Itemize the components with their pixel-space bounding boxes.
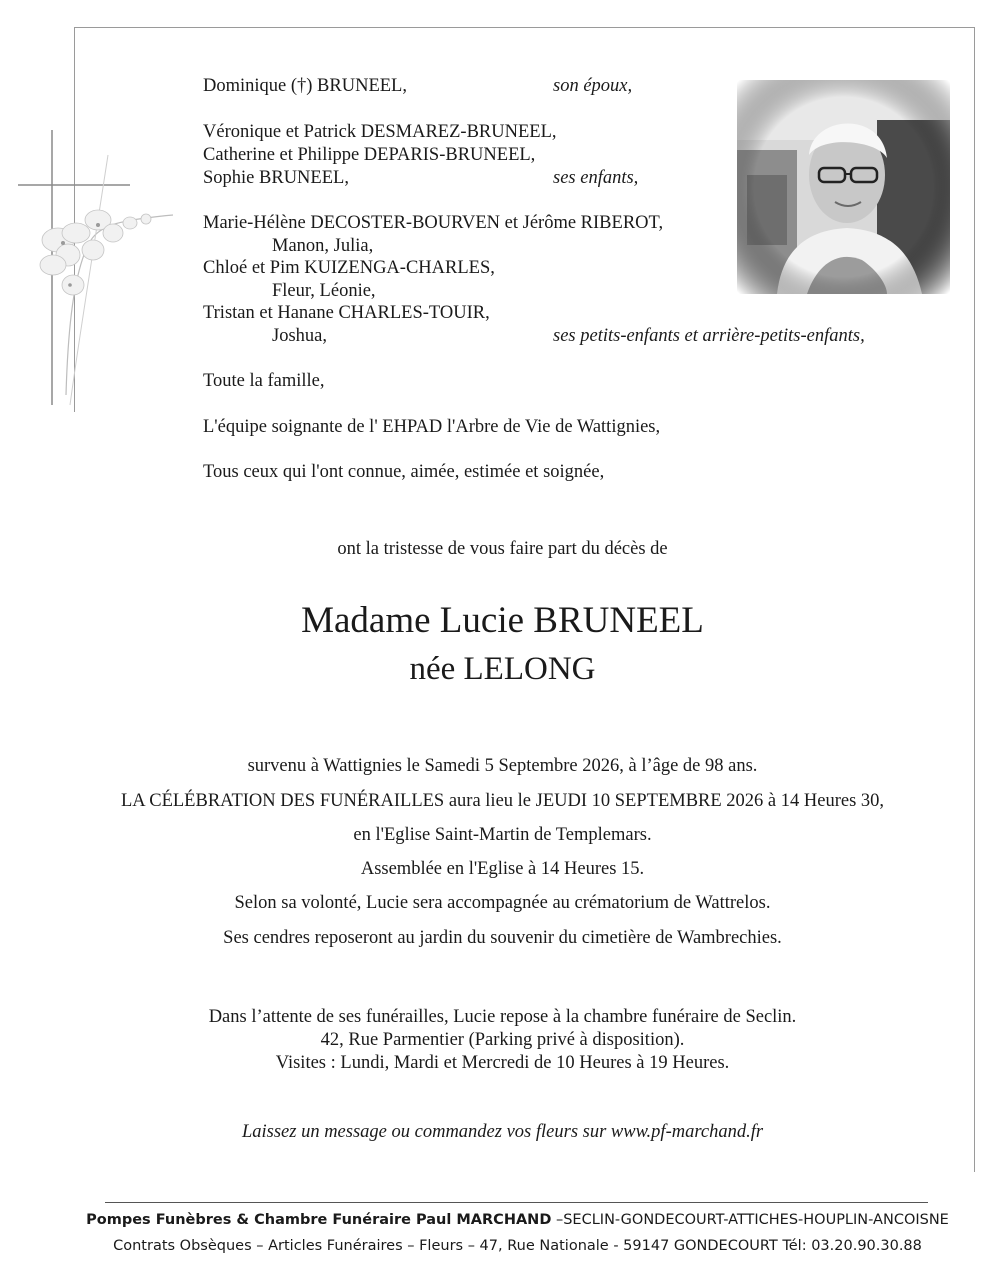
deceased-name: Madame Lucie BRUNEEL: [301, 600, 704, 641]
great-grandchild-line-1: Manon, Julia,: [272, 236, 374, 256]
page-border-right: [974, 27, 975, 1172]
great-grandchild-line-3: Joshua,: [272, 326, 327, 346]
cross-orchid-icon: [18, 125, 178, 415]
children-role: ses enfants,: [553, 168, 639, 188]
detail-line-3: en l'Eglise Saint-Martin de Templemars.: [353, 825, 652, 845]
spouse-role: son époux,: [553, 76, 633, 96]
child-line-2: Catherine et Philippe DEPARIS-BRUNEEL,: [203, 145, 536, 165]
visit-line-1: Dans l’attente de ses funérailles, Lucie repose à la chambre funéraire de Seclin.: [208, 1007, 797, 1027]
visit-line-3: Visites : Lundi, Mardi et Mercredi de 10 Heures à 19 Heures.: [275, 1053, 730, 1073]
family-all: Toute la famille,: [203, 371, 325, 391]
footer-services: Contrats Obsèques – Articles Funéraires – Fleurs – 47, Rue Nationale - 59147 GONDECOURT Tél: 03.20.90.30.88: [113, 1238, 922, 1254]
footer-company-line: [0, 1212, 1005, 1228]
detail-line-2: LA CÉLÉBRATION DES FUNÉRAILLES aura lieu le JEUDI 10 SEPTEMBRE 2026 à 14 Heures 30,: [120, 791, 885, 811]
great-grandchild-line-2: Fleur, Léonie,: [272, 281, 376, 301]
announcement-intro: ont la tristesse de vous faire part du décès de: [337, 539, 668, 559]
spouse-name: Dominique (†) BRUNEEL,: [203, 76, 407, 96]
page-border-top: [74, 27, 974, 28]
child-line-1: Véronique et Patrick DESMAREZ-BRUNEEL,: [203, 122, 557, 142]
visit-line-2: 42, Rue Parmentier (Parking privé à disposition).: [320, 1030, 685, 1050]
detail-line-1: survenu à Wattignies le Samedi 5 Septembre 2026, à l’âge de 98 ans.: [247, 756, 758, 776]
child-line-3: Sophie BRUNEEL,: [203, 168, 349, 188]
detail-line-5: Selon sa volonté, Lucie sera accompagnée au crématorium de Wattrelos.: [234, 893, 771, 913]
grandchildren-role: ses petits-enfants et arrière-petits-enfants,: [553, 326, 865, 346]
deceased-portrait-photo: [737, 80, 950, 294]
footer-divider: [105, 1202, 928, 1203]
detail-line-4: Assemblée en l'Eglise à 14 Heures 15.: [360, 859, 645, 879]
maiden-name: née LELONG: [409, 651, 596, 687]
care-team: L'équipe soignante de l' EHPAD l'Arbre de Vie de Wattignies,: [203, 417, 661, 437]
all-others: Tous ceux qui l'ont connue, aimée, estimée et soignée,: [203, 462, 605, 482]
detail-line-6: Ses cendres reposeront au jardin du souvenir du cimetière de Wambrechies.: [223, 928, 782, 948]
footer-company: Pompes Funèbres & Chambre Funéraire Paul MARCHAND: [86, 1212, 552, 1228]
grandchild-line-2: Chloé et Pim KUIZENGA-CHARLES,: [203, 258, 495, 278]
message-line: Laissez un message ou commandez vos fleurs sur www.pf-marchand.fr: [241, 1122, 764, 1142]
footer-towns: –SECLIN-GONDECOURT-ATTICHES-HOUPLIN-ANCOISNE: [551, 1212, 949, 1228]
grandchild-line-1: Marie-Hélène DECOSTER-BOURVEN et Jérôme RIBEROT,: [203, 213, 664, 233]
grandchild-line-3: Tristan et Hanane CHARLES-TOUIR,: [203, 303, 490, 323]
